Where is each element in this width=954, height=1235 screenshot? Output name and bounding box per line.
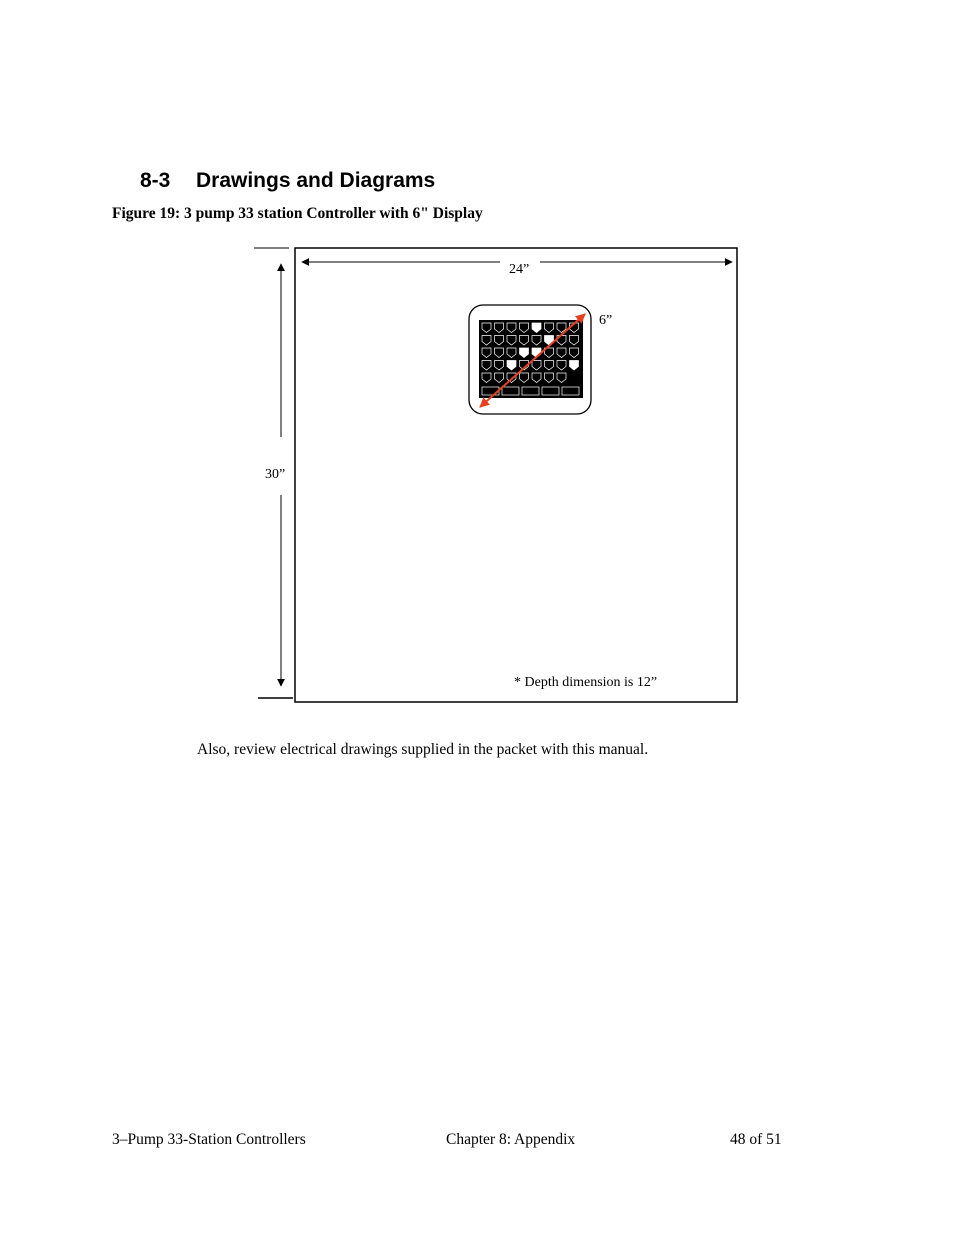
station-cell-icon (482, 323, 491, 333)
screen-background (479, 320, 583, 398)
station-cell-icon (507, 373, 516, 383)
section-heading (140, 169, 435, 193)
station-cell-icon (520, 336, 529, 346)
station-cell-icon (570, 336, 579, 346)
station-cell-icon (570, 348, 579, 358)
height-label: 30” (265, 467, 286, 482)
footer-chapter: Chapter 8: Appendix (446, 1131, 576, 1148)
screen-button-icon (482, 387, 499, 395)
station-cell-icon (495, 361, 504, 371)
station-cell-icon (520, 323, 529, 333)
station-cell-icon (532, 336, 541, 346)
station-cell-icon (482, 336, 491, 346)
body-paragraph: Also, review electrical drawings supplied in the packet with this manual. (197, 741, 649, 758)
diagonal-label: 6” (599, 313, 613, 328)
display-bezel (469, 305, 591, 414)
enclosure-outline (295, 248, 737, 702)
station-cell-icon (545, 348, 554, 358)
screen-button-icon (502, 387, 519, 395)
station-cell-icon (495, 323, 504, 333)
station-cell-icon (507, 348, 516, 358)
station-cell-icon (482, 348, 491, 358)
station-cell-icon (557, 336, 566, 346)
footer-page-number: 48 of 51 (730, 1131, 782, 1148)
touch-screen (479, 320, 583, 398)
footer-document-title: 3–Pump 33-Station Controllers (112, 1131, 306, 1148)
width-label: 24” (509, 262, 530, 277)
station-cell-icon (495, 336, 504, 346)
screen-button-icon (562, 387, 579, 395)
station-cell-icon (507, 361, 516, 371)
section-title: Drawings and Diagrams (196, 169, 436, 192)
station-cell-icon (557, 361, 566, 371)
station-cell-icon (557, 348, 566, 358)
station-cell-icon (570, 323, 579, 333)
station-cell-icon (545, 361, 554, 371)
station-cell-icon (545, 323, 554, 333)
station-cell-icon (570, 361, 579, 371)
section-number: 8-3 (140, 169, 171, 192)
station-cell-icon (532, 361, 541, 371)
depth-note: * Depth dimension is 12” (514, 675, 658, 690)
station-cell-icon (507, 336, 516, 346)
screen-button-icon (522, 387, 539, 395)
station-cell-icon (520, 348, 529, 358)
station-cell-icon (557, 323, 566, 333)
station-cell-icon (532, 348, 541, 358)
station-cell-icon (532, 373, 541, 383)
station-cell-icon (520, 373, 529, 383)
station-cell-icon (507, 323, 516, 333)
station-cell-icon (532, 323, 541, 333)
figure-caption: Figure 19: 3 pump 33 station Controller with 6" Display (112, 205, 483, 222)
station-cell-icon (482, 373, 491, 383)
station-cell-icon (545, 373, 554, 383)
station-cell-icon (482, 361, 491, 371)
station-cell-icon (495, 373, 504, 383)
station-cell-icon (545, 336, 554, 346)
station-cell-icon (557, 373, 566, 383)
station-cell-icon (520, 361, 529, 371)
station-cell-icon (495, 348, 504, 358)
screen-button-icon (542, 387, 559, 395)
diagonal-arrow (480, 314, 585, 407)
